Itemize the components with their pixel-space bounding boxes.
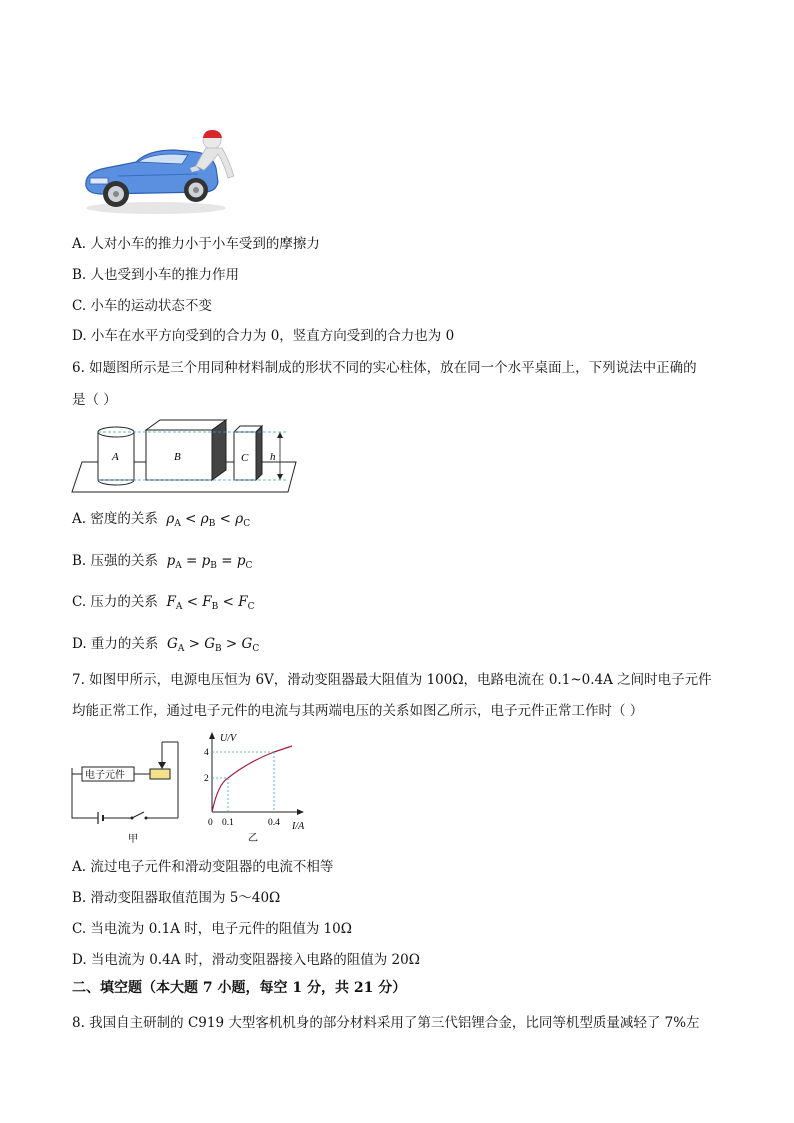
label-a: A <box>112 451 119 463</box>
q6-option-a-text: A. 密度的关系 <box>72 511 158 527</box>
q7-option-d: D. 当电流为 0.4A 时，滑动变阻器接入电路的阻值为 20Ω <box>72 952 420 968</box>
q6-stem-line1: 6. 如题图所示是三个用同种材料制成的形状不同的实心柱体，放在同一个水平桌面上，下列说法中正确的 <box>72 360 697 376</box>
graph-ylabel: U/V <box>220 733 237 744</box>
circuit-component-label: 电子元件 <box>85 770 125 781</box>
q6-option-d-formula: $G_A > G_B > G_C$ <box>162 636 260 654</box>
q7-ui-graph <box>196 728 316 850</box>
q6-option-a-formula: $\rho_A < \rho_B < \rho_C$ <box>162 511 251 529</box>
graph-caption: 乙 <box>248 833 258 844</box>
q6-option-b-formula: $p_A = p_B = p_C$ <box>162 553 253 571</box>
q6-option-a <box>72 510 250 533</box>
q5-option-a: A. 人对小车的推力小于小车受到的摩擦力 <box>72 236 320 252</box>
q6-option-d-text: D. 重力的关系 <box>72 636 159 652</box>
q7-option-c: C. 当电流为 0.1A 时，电子元件的阻值为 10Ω <box>72 921 352 937</box>
q6-option-b-text: B. 压强的关系 <box>72 553 159 569</box>
label-c: C <box>241 452 249 464</box>
q8-stem-line1: 8. 我国自主研制的 C919 大型客机机身的部分材料采用了第三代铝锂合金，比同等机型质量减轻了 7%左 <box>72 1015 700 1031</box>
label-h: h <box>270 451 276 463</box>
q6-option-c-text: C. 压力的关系 <box>72 594 158 610</box>
section-heading-fill-in: 二、填空题（本大题 7 小题，每空 1 分，共 21 分） <box>72 980 407 996</box>
q5-option-d: D. 小车在水平方向受到的合力为 0，竖直方向受到的合力也为 0 <box>72 328 455 344</box>
q6-cylinders-figure <box>70 418 300 498</box>
circuit-caption: 甲 <box>128 834 138 845</box>
tick-y1: 2 <box>204 774 209 784</box>
q6-option-b <box>72 552 252 575</box>
q7-option-a: A. 流过电子元件和滑动变阻器的电流不相等 <box>72 859 334 875</box>
tick-x2: 0.4 <box>268 818 280 828</box>
q7-option-b: B. 滑动变阻器取值范围为 5～40Ω <box>72 890 281 906</box>
tick-x1: 0.1 <box>222 818 234 828</box>
q5-option-c: C. 小车的运动状态不变 <box>72 298 212 314</box>
q6-option-c <box>72 593 254 616</box>
graph-xlabel: I/A <box>292 821 305 832</box>
q5-option-b: B. 人也受到小车的推力作用 <box>72 267 240 283</box>
q7-stem-line1: 7. 如图甲所示，电源电压恒为 6V，滑动变阻器最大阻值为 100Ω，电路电流在 0.1~0.4A 之间时电子元件 <box>72 672 712 688</box>
label-b: B <box>174 451 181 463</box>
tick-y2: 4 <box>204 748 209 758</box>
q7-stem-line2: 均能正常工作，通过电子元件的电流与其两端电压的关系如图乙所示，电子元件正常工作时（ ） <box>72 703 644 719</box>
q6-option-d <box>72 635 259 658</box>
q6-option-c-formula: $F_A < F_B < F_C$ <box>162 594 255 612</box>
q7-circuit-figure <box>70 738 190 848</box>
tick-origin: 0 <box>208 818 213 828</box>
q6-stem-line2: 是（ ） <box>72 392 117 408</box>
car-illustration <box>78 128 238 216</box>
